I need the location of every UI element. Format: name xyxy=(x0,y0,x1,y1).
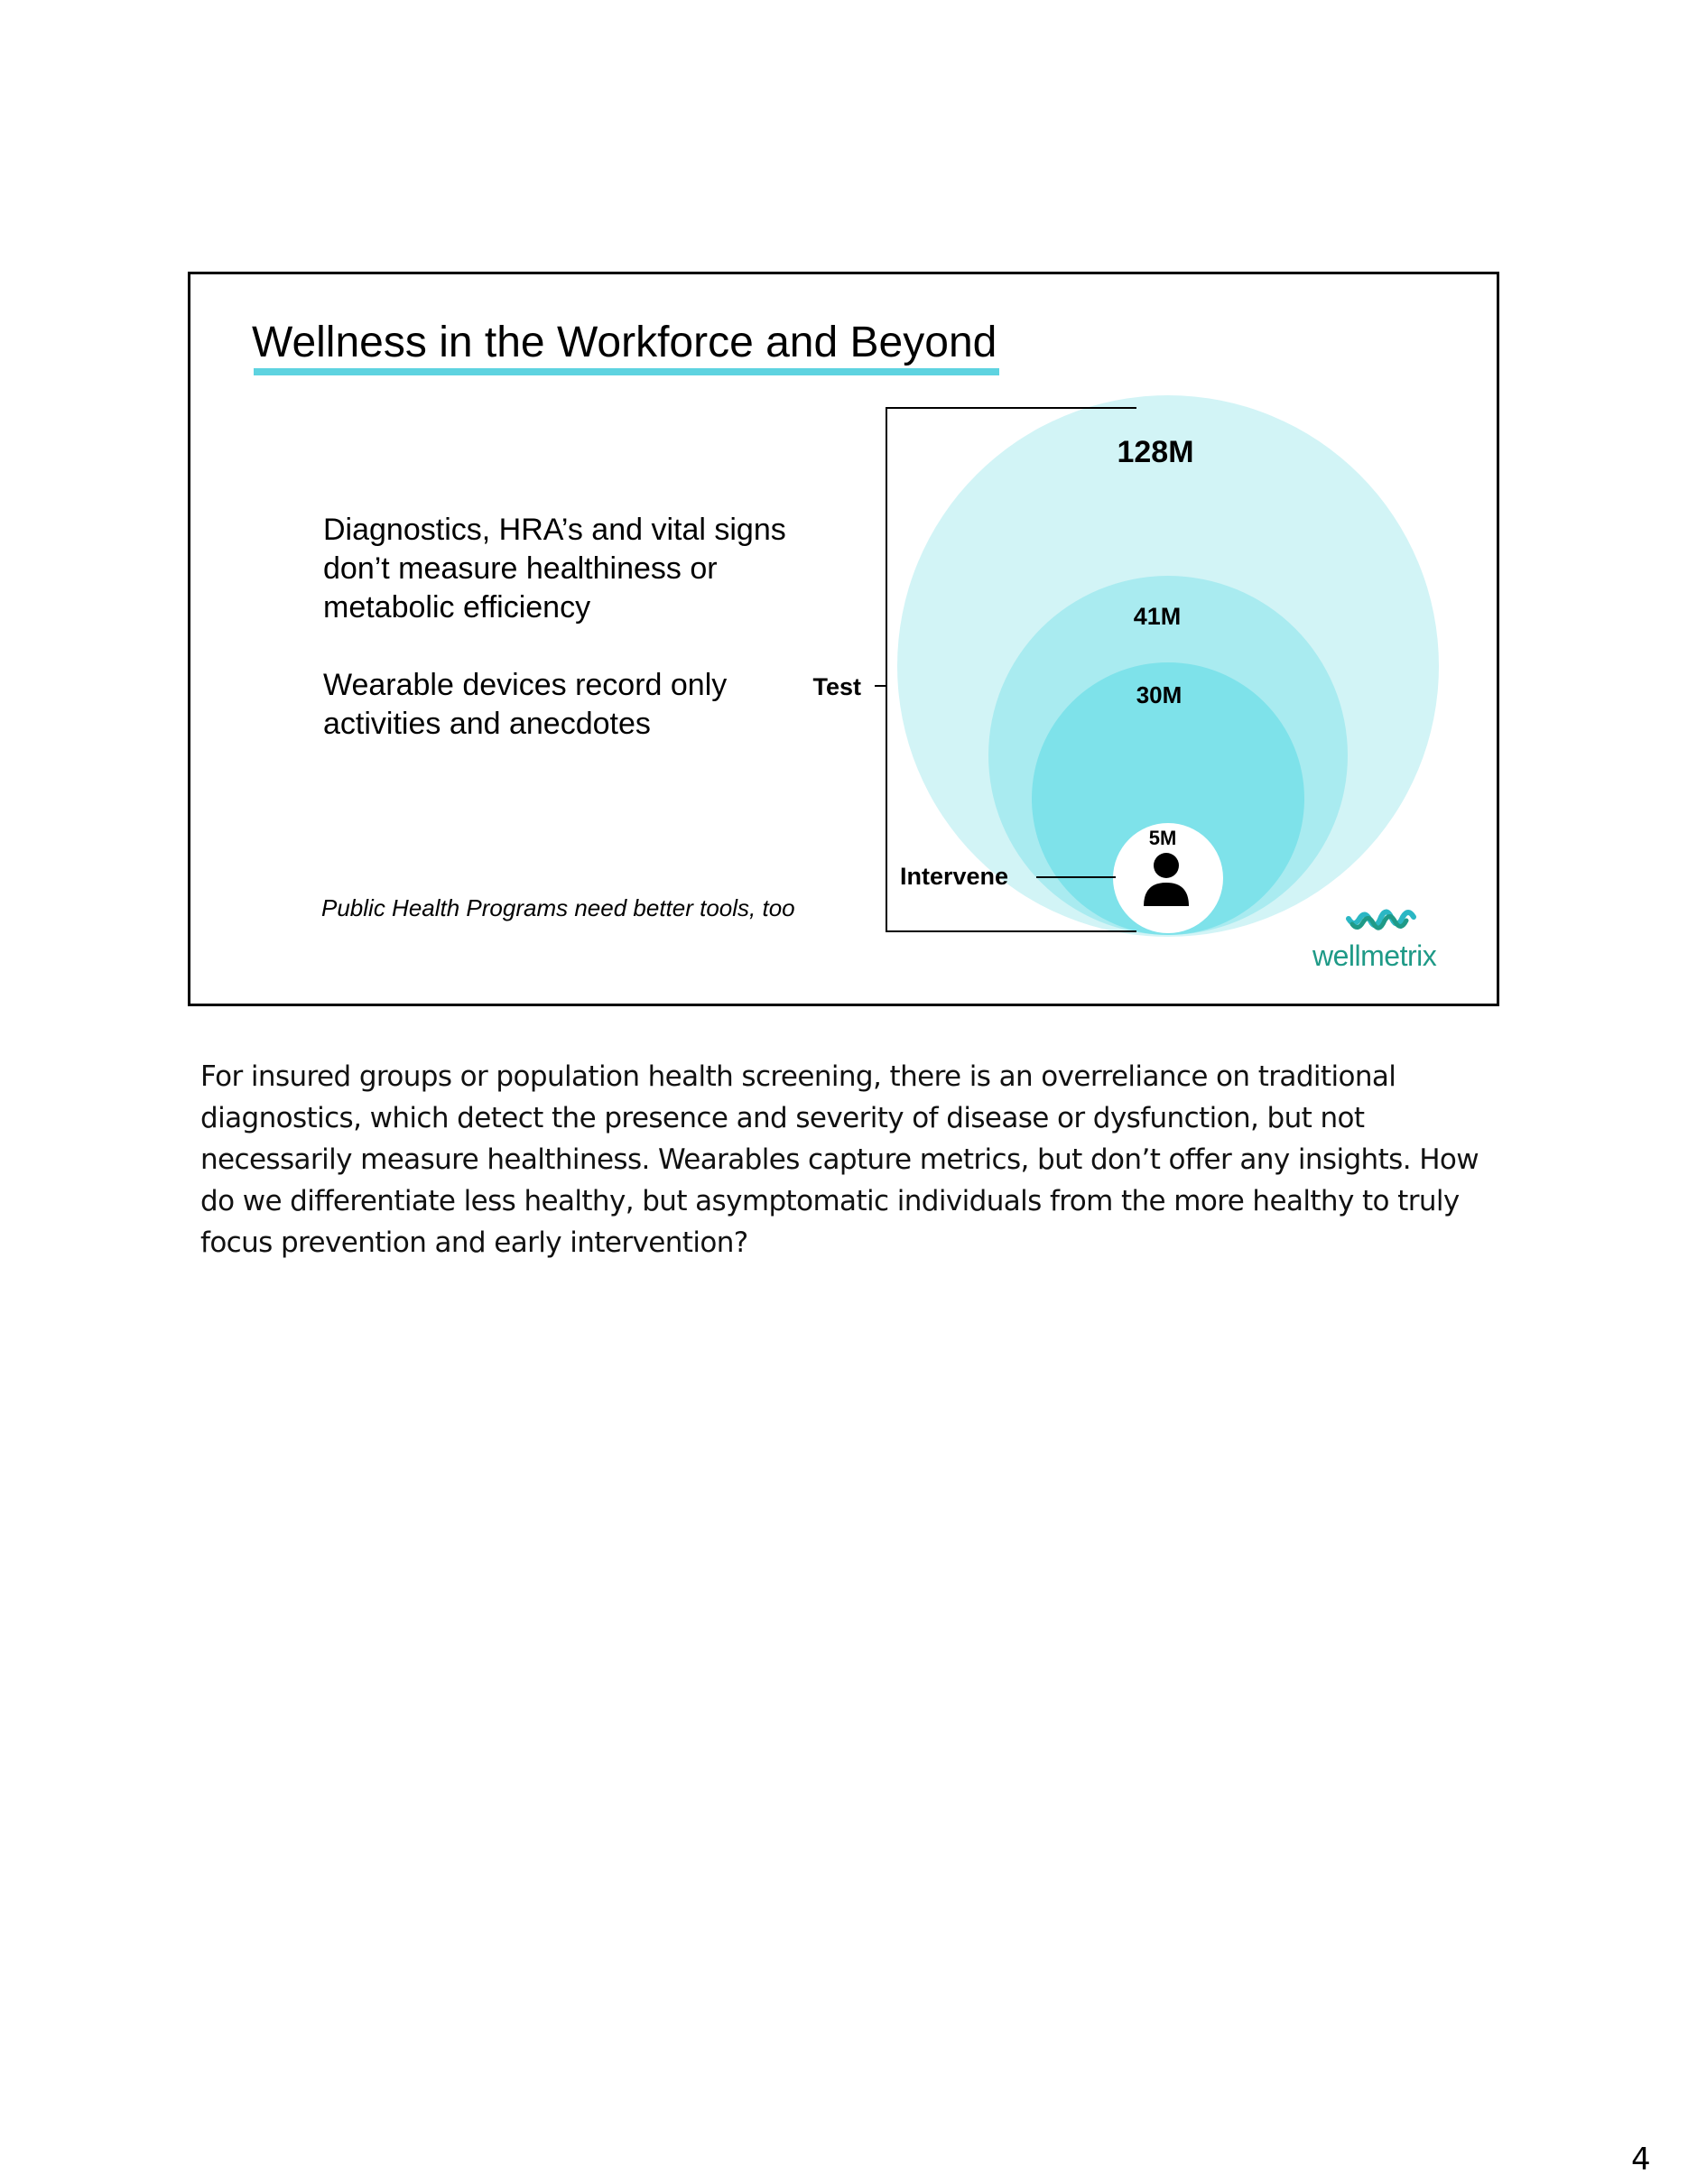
bullet-wearables: Wearable devices record only activities and anecdotes xyxy=(323,668,728,741)
label-128m: 128M xyxy=(1117,435,1194,469)
slide-title: Wellness in the Workforce and Beyond xyxy=(252,319,997,366)
population-diagram xyxy=(190,274,1497,1004)
footnote: Public Health Programs need better tools, too xyxy=(321,894,795,921)
label-intervene: Intervene xyxy=(900,863,1009,890)
label-30m: 30M xyxy=(1136,681,1183,708)
page-number: 4 xyxy=(1631,2142,1651,2178)
slide-frame xyxy=(188,272,1499,1006)
speaker-notes: For insured groups or population health screening, there is an overreliance on traditional diagnostics, which detect the presence and severity of disease or dysfunction, but not necessarily measure healthiness. Wearables capture metrics, but don’t offer any insights. How do we differentiate less healthy, but asymptomatic individuals from the more healthy to truly focus prevention and early intervention? xyxy=(200,1060,1479,1259)
logo-text: wellmetrix xyxy=(1312,939,1437,972)
label-test: Test xyxy=(812,673,861,700)
label-5m: 5M xyxy=(1148,827,1177,849)
bullet-diagnostics: Diagnostics, HRA’s and vital signs don’t measure healthiness or metabolic efficiency xyxy=(323,513,786,625)
label-41m: 41M xyxy=(1133,603,1182,630)
